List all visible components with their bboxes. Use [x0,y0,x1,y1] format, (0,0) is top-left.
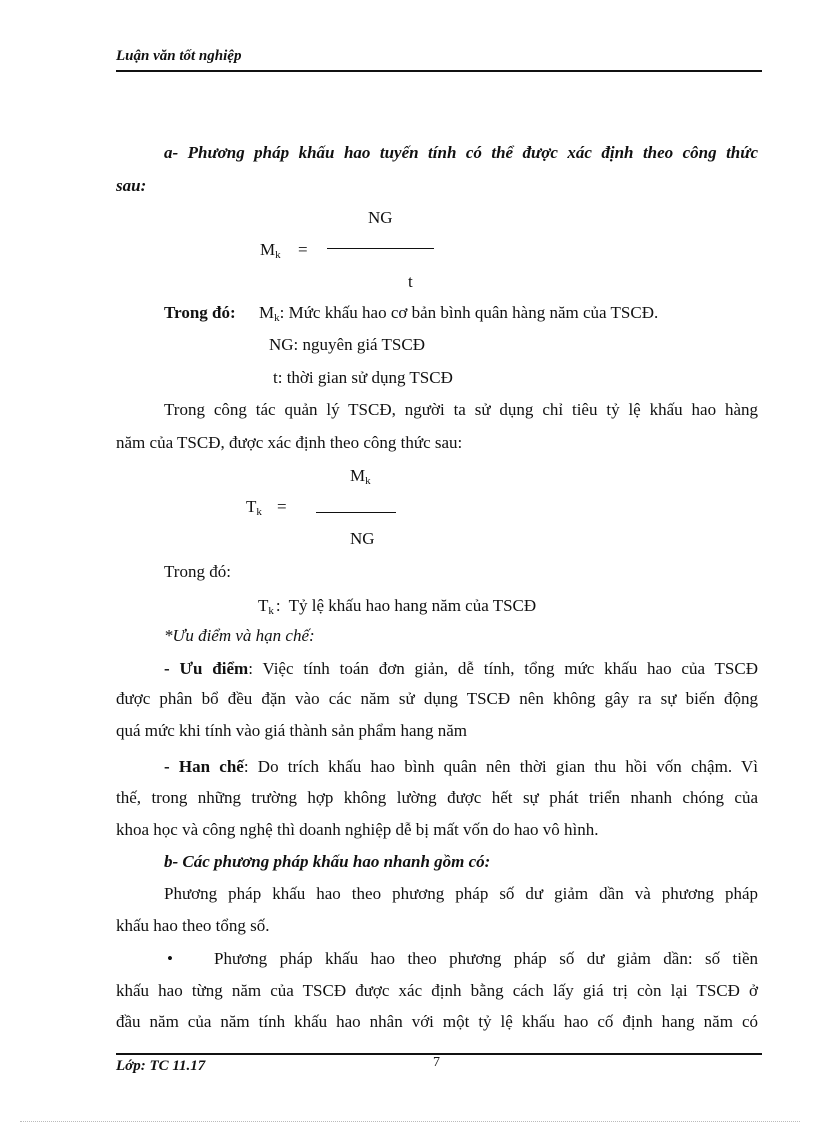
formula1-equals: = [298,240,308,259]
paragraph-line: khấu hao theo tổng số. [116,916,270,935]
formula2-denominator: NG [350,529,375,548]
cons-line: thế, trong những trường hợp không lường được hết sự phát triển nhanh chóng của [116,788,758,807]
where-label-2: Trong đó: [164,562,231,581]
paragraph-line: năm của TSCĐ, được xác định theo công thức sau: [116,433,463,452]
formula1-fraction-bar [327,248,434,249]
pros-line: được phân bổ đều đặn vào các năm sử dụng TSCĐ nên không gây ra sự biến động [116,689,758,708]
bullet-line: đầu năm của năm tính khấu hao nhân với một tỷ lệ khấu hao cố định hang năm có [116,1012,758,1031]
definition-ng: NG: nguyên giá TSCĐ [269,335,425,354]
cons-line: - Han chế: Do trích khấu hao bình quân nên thời gian thu hồi vốn chậm. Vì [164,757,758,776]
definition-mk: $M_k$: Mức khấu hao cơ bản bình quân hàng năm của TSCĐ. [259,303,659,324]
formula2-numerator: $M_k$ [350,466,371,487]
definition-tk: $T_k$ : Tỷ lệ khấu hao hang năm của TSCĐ [258,596,537,617]
where-label: Trong đó: [164,303,236,322]
bullet-icon: • [167,949,173,968]
header-title: Luận văn tốt nghiệp [116,48,242,64]
formula1-numerator: NG [368,208,393,227]
formula1-denominator: t [408,272,413,291]
page-edge-divider [20,1121,800,1122]
cons-line: khoa học và công nghệ thì doanh nghiệp dễ bị mất vốn do hao vô hình. [116,820,599,839]
definition-t: t: thời gian sử dụng TSCĐ [273,368,453,387]
formula1-lhs: $M_k$ [260,240,281,261]
footer-class-label: Lớp: TC 11.17 [116,1058,206,1074]
bullet-line: Phương pháp khấu hao theo phương pháp số dư giảm dần: số tiền [214,949,758,968]
section-b-heading: b- Các phương pháp khấu hao nhanh gồm có: [164,852,491,871]
section-a-heading-cont: sau: [116,176,147,195]
formula2-fraction-bar [316,512,396,513]
formula2-lhs: $T_k$ [246,497,262,518]
header-rule [116,70,762,72]
page-number: 7 [433,1055,440,1070]
pros-line: - Ưu điểm: Việc tính toán đơn giản, dễ tính, tổng mức khấu hao của TSCĐ [164,659,758,678]
paragraph-line: Trong công tác quản lý TSCĐ, người ta sử dụng chỉ tiêu tỷ lệ khấu hao hàng [164,400,758,419]
formula2-equals: = [277,497,287,516]
section-a-heading: a- Phương pháp khấu hao tuyến tính có thể được xác định theo công thức [164,143,758,162]
pros-line: quá mức khi tính vào giá thành sản phẩm hang năm [116,721,468,740]
paragraph-line: Phương pháp khấu hao theo phương pháp số dư giảm dần và phương pháp [164,884,758,903]
pros-cons-title: *Ưu điểm và hạn chế: [164,626,315,645]
bullet-line: khấu hao từng năm của TSCĐ được xác định bằng cách lấy giá trị còn lại TSCĐ ở [116,981,758,1000]
